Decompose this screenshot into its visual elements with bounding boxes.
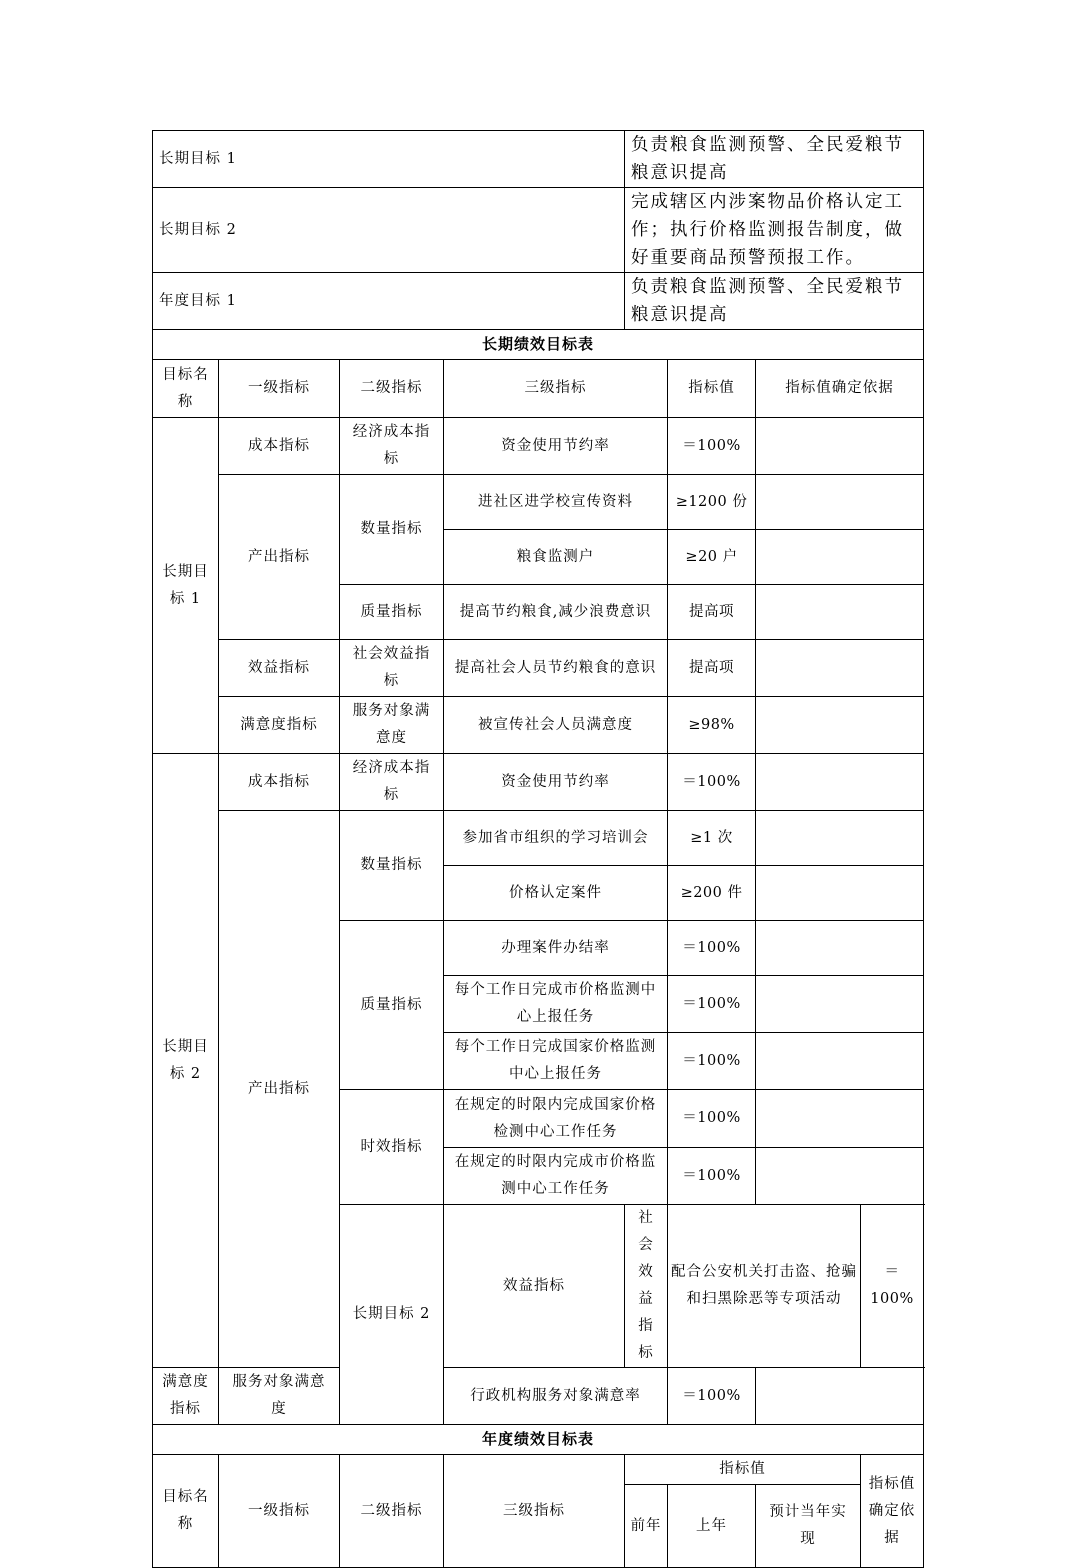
goal2-qty-basis-2 bbox=[756, 866, 924, 921]
goal2-cost-l3: 资金使用节约率 bbox=[444, 754, 668, 811]
goal2-cost-l1: 成本指标 bbox=[219, 754, 340, 811]
goal2-output-l1: 产出指标 bbox=[219, 811, 340, 1368]
goal2b-name: 长期目标 2 bbox=[340, 1205, 444, 1425]
goal1-qty-l3-1: 进社区进学校宣传资料 bbox=[444, 475, 668, 530]
goal1-benefit-basis bbox=[756, 640, 924, 697]
goal1-qty-val-1: ≥1200 份 bbox=[668, 475, 756, 530]
annual-header-level1: 一级指标 bbox=[219, 1455, 340, 1568]
annual-header-level3: 三级指标 bbox=[444, 1455, 625, 1568]
goal2-quality-val-2: ＝100% bbox=[668, 976, 756, 1033]
table-row bbox=[153, 811, 924, 866]
goal2-time-l2: 时效指标 bbox=[340, 1090, 444, 1205]
goal1-qty-basis-1 bbox=[756, 475, 924, 530]
goal1-satisfaction-l1: 满意度指标 bbox=[219, 697, 340, 754]
goal1-satisfaction-l3: 被宣传社会人员满意度 bbox=[444, 697, 668, 754]
annual-header-basis: 指标值确定依据 bbox=[861, 1455, 924, 1568]
goal2b-benefit-l3: 配合公安机关打击盗、抢骗和扫黑除恶等专项活动 bbox=[668, 1205, 861, 1368]
goal2-quality-l3-3: 每个工作日完成国家价格监测中心上报任务 bbox=[444, 1033, 668, 1090]
top-row-text-3: 负责粮食监测预警、全民爱粮节粮意识提高 bbox=[625, 273, 924, 330]
header-value: 指标值 bbox=[668, 360, 756, 418]
goal1-benefit-l1: 效益指标 bbox=[219, 640, 340, 697]
goal1-satisfaction-basis bbox=[756, 697, 924, 754]
table-row bbox=[153, 697, 924, 754]
goal2b-satisfaction-l1: 满意度指标 bbox=[153, 1368, 219, 1425]
goal2-cost-basis bbox=[756, 754, 924, 811]
goal2-quality-l3-1: 办理案件办结率 bbox=[444, 921, 668, 976]
header-goal-name: 目标名称 bbox=[153, 360, 219, 418]
goal1-qty-l3-2: 粮食监测户 bbox=[444, 530, 668, 585]
goal2b-satisfaction-l2: 服务对象满意度 bbox=[219, 1368, 340, 1425]
goal1-cost-l1: 成本指标 bbox=[219, 418, 340, 475]
goal2-quality-basis-1 bbox=[756, 921, 924, 976]
annual-header-last: 上年 bbox=[668, 1485, 756, 1568]
goal2-qty-l2: 数量指标 bbox=[340, 811, 444, 921]
performance-table bbox=[152, 130, 924, 1568]
goal2-quality-l2: 质量指标 bbox=[340, 921, 444, 1090]
goal2-quality-l3-2: 每个工作日完成市价格监测中心上报任务 bbox=[444, 976, 668, 1033]
header-level1: 一级指标 bbox=[219, 360, 340, 418]
goal2-qty-l3-2: 价格认定案件 bbox=[444, 866, 668, 921]
header-level3: 三级指标 bbox=[444, 360, 668, 418]
goal2b-satisfaction-val: ＝100% bbox=[668, 1368, 756, 1425]
goal1-quality-basis bbox=[756, 585, 924, 640]
annual-header-value-group: 指标值 bbox=[625, 1455, 861, 1485]
top-row-text-1: 负责粮食监测预警、全民爱粮节粮意识提高 bbox=[625, 131, 924, 188]
goal1-qty-val-2: ≥20 户 bbox=[668, 530, 756, 585]
goal2-quality-val-3: ＝100% bbox=[668, 1033, 756, 1090]
goal2-time-l3-2: 在规定的时限内完成市价格监测中心工作任务 bbox=[444, 1148, 668, 1205]
goal2b-benefit-l2: 社会效益指标 bbox=[625, 1205, 668, 1368]
goal1-output-l1: 产出指标 bbox=[219, 475, 340, 640]
goal2-time-val-1: ＝100% bbox=[668, 1090, 756, 1148]
goal2-time-val-2: ＝100% bbox=[668, 1148, 756, 1205]
goal2-time-l3-1: 在规定的时限内完成国家价格检测中心工作任务 bbox=[444, 1090, 668, 1148]
goal1-cost-l2: 经济成本指标 bbox=[340, 418, 444, 475]
goal1-satisfaction-val: ≥98% bbox=[668, 697, 756, 754]
top-row-label-2: 长期目标 2 bbox=[153, 188, 625, 273]
goal1-quality-val: 提高项 bbox=[668, 585, 756, 640]
goal1-benefit-l2: 社会效益指标 bbox=[340, 640, 444, 697]
goal1-name: 长期目标 1 bbox=[153, 418, 219, 754]
goal2b-benefit-l1: 效益指标 bbox=[444, 1205, 625, 1368]
goal2-cost-l2: 经济成本指标 bbox=[340, 754, 444, 811]
goal2b-benefit-val: ＝100% bbox=[861, 1205, 924, 1368]
top-row-label-1: 长期目标 1 bbox=[153, 131, 625, 188]
table-row bbox=[153, 754, 924, 811]
goal2-qty-val-2: ≥200 件 bbox=[668, 866, 756, 921]
goal2b-satisfaction-l3: 行政机构服务对象满意率 bbox=[444, 1368, 668, 1425]
annual-header-prev: 前年 bbox=[625, 1485, 668, 1568]
table-row bbox=[153, 640, 924, 697]
goal1-quality-l2: 质量指标 bbox=[340, 585, 444, 640]
header-level2: 二级指标 bbox=[340, 360, 444, 418]
header-basis: 指标值确定依据 bbox=[756, 360, 924, 418]
goal1-cost-basis bbox=[756, 418, 924, 475]
goal1-cost-l3: 资金使用节约率 bbox=[444, 418, 668, 475]
top-row-label-3: 年度目标 1 bbox=[153, 273, 625, 330]
goal2-time-basis-1 bbox=[756, 1090, 924, 1148]
goal1-quality-l3: 提高节约粮食,减少浪费意识 bbox=[444, 585, 668, 640]
goal2-time-basis-2 bbox=[756, 1148, 924, 1205]
goal1-benefit-l3: 提高社会人员节约粮食的意识 bbox=[444, 640, 668, 697]
table-row bbox=[153, 475, 924, 530]
top-row-text-2: 完成辖区内涉案物品价格认定工作；执行价格监测报告制度，做好重要商品预警预报工作。 bbox=[625, 188, 924, 273]
goal2-cost-val: ＝100% bbox=[668, 754, 756, 811]
table-row bbox=[153, 1368, 924, 1425]
goal1-qty-basis-2 bbox=[756, 530, 924, 585]
goal1-qty-l2: 数量指标 bbox=[340, 475, 444, 585]
annual-header-level2: 二级指标 bbox=[340, 1455, 444, 1568]
goal2-qty-val-1: ≥1 次 bbox=[668, 811, 756, 866]
table-row bbox=[153, 418, 924, 475]
goal2b-satisfaction-basis bbox=[756, 1368, 924, 1425]
long-term-title: 长期绩效目标表 bbox=[153, 330, 924, 360]
annual-title: 年度绩效目标表 bbox=[153, 1425, 924, 1455]
goal2-quality-basis-3 bbox=[756, 1033, 924, 1090]
goal2-qty-basis-1 bbox=[756, 811, 924, 866]
annual-header-expected: 预计当年实现 bbox=[756, 1485, 861, 1568]
goal2-qty-l3-1: 参加省市组织的学习培训会 bbox=[444, 811, 668, 866]
goal2-name: 长期目标 2 bbox=[153, 754, 219, 1368]
goal1-satisfaction-l2: 服务对象满意度 bbox=[340, 697, 444, 754]
goal1-benefit-val: 提高项 bbox=[668, 640, 756, 697]
goal2-quality-basis-2 bbox=[756, 976, 924, 1033]
goal1-cost-val: ＝100% bbox=[668, 418, 756, 475]
goal2-quality-val-1: ＝100% bbox=[668, 921, 756, 976]
annual-header-goal-name: 目标名称 bbox=[153, 1455, 219, 1568]
